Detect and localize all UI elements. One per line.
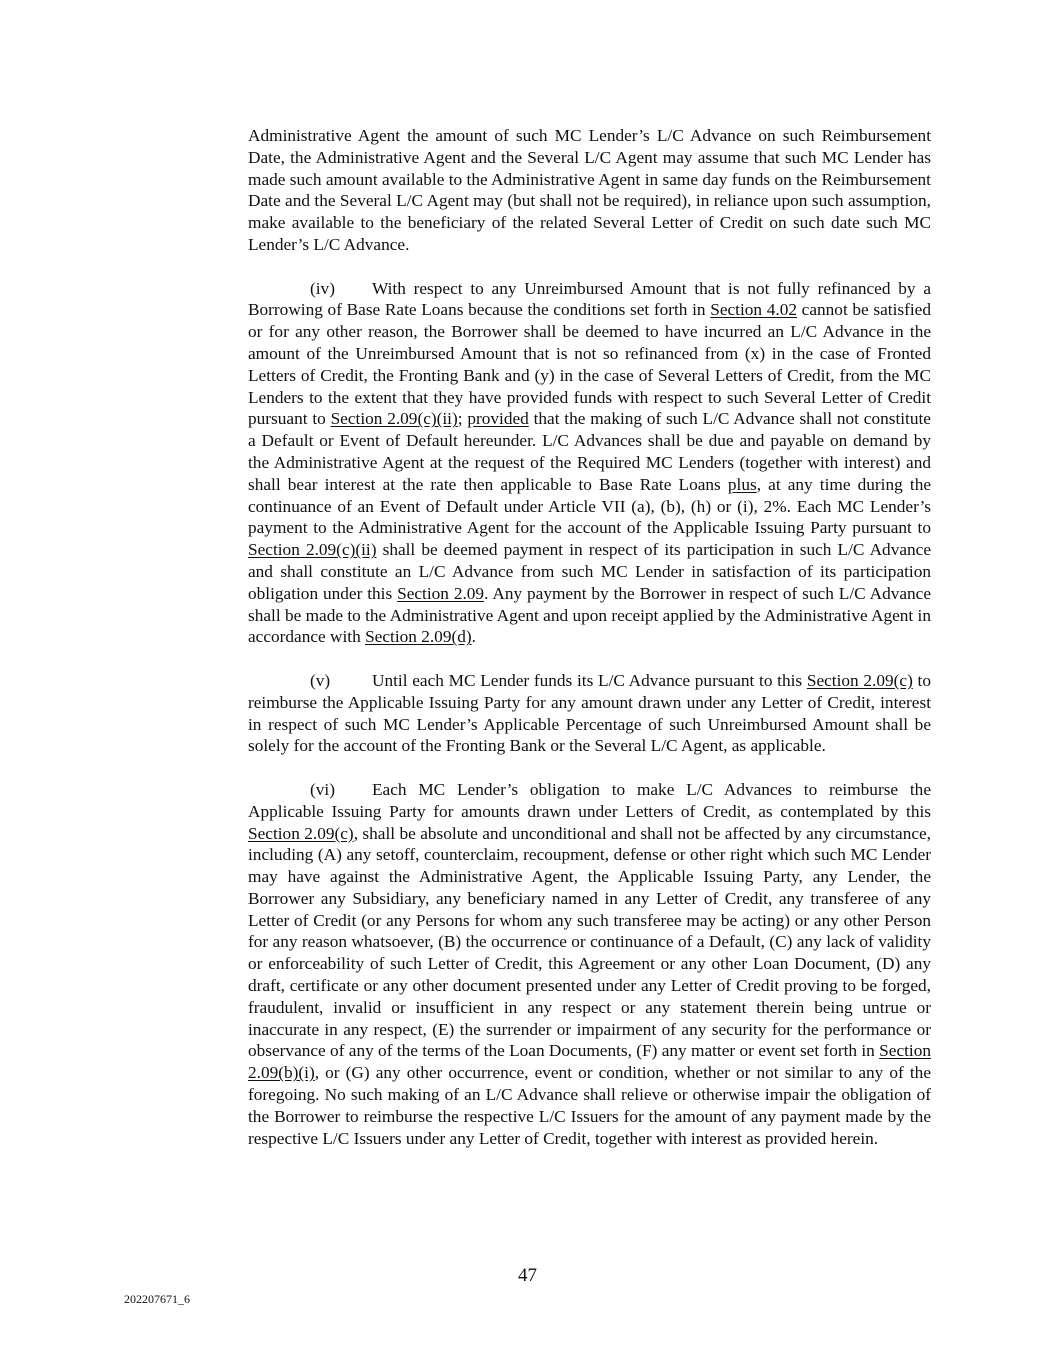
section-reference: Section 4.02 [710, 300, 797, 320]
paragraph-text: Each MC Lender’s obligation to make L/C Advances to reimburse the Applicable Issuing Party for amounts drawn under Letters of Credit, as contemplated by this [248, 779, 931, 821]
section-reference: Section 2.09 [397, 583, 485, 603]
paragraph-text: Until each MC Lender funds its L/C Advance pursuant to this [372, 670, 807, 690]
paragraph-text: to reimburse the Applicable Issuing Party for any amount drawn under any Letter of Credit, interest in respect of such MC Lender’s Applicable Percentage of such Unreimbursed Amount shall be solely for the account of the Fronting Bank or the Several L/C Agent, as applicable. [248, 670, 932, 756]
section-reference: Section 2.09(c) [248, 823, 354, 843]
paragraph-text: , shall be absolute and unconditional and shall not be affected by any circumstance, including (A) any setoff, counterclaim, recoupment, defense or other right which such MC Lender may have against the Administrative Agent, the Applicable Issuing Party, any Lender, the Borrower any Subsidiary, any beneficiary named in any Letter of Credit, any transferee of any Letter of Credit (or any Persons for whom any such transferee may be acting) or any other Person for any reason whatsoever, (B) the occurrence or continuance of a Default, (C) any lack of validity or enforceability of such Letter of Credit, this Agreement or any other Loan Document, (D) any draft, certificate or any other document presented under any Letter of Credit proving to be forged, fraudulent, invalid or insufficient in any respect or any statement therein being untrue or inaccurate in any respect, (E) the surrender or impairment of any security for the performance or observance of any of the terms of the Loan Documents, (F) any matter or event set forth in [248, 823, 931, 1061]
paragraph-text: , or (G) any other occurrence, event or condition, whether or not similar to any of the foregoing. No such making of an L/C Advance shall relieve or otherwise impair the obligation of the Borrower to reimburse the respective L/C Issuers for the amount of any payment made by the respective L/C Issuers under any Letter of Credit, together with interest as provided herein. [248, 1063, 931, 1148]
paragraph-iv [248, 278, 931, 649]
paragraph-continuation [248, 125, 931, 256]
paragraph-text: With respect to any Unreimbursed Amount that is not fully refinanced by a Borrowing of Base Rate Loans because the conditions set forth in [248, 278, 931, 320]
paragraph-v [248, 670, 931, 757]
section-reference: plus [727, 474, 757, 494]
document-body [248, 125, 931, 1149]
paragraph-text: . Any payment by the Borrower in respect of such L/C Advance shall be made to the Administrative Agent and upon receipt applied by the Administrative Agent in accordance with [248, 583, 931, 647]
section-reference: Section 2.09(c)(ii) [248, 540, 377, 560]
section-reference: Section 2.09(c) [806, 670, 913, 690]
page-number: 47 [518, 1265, 537, 1286]
paragraph-number: (v) [310, 670, 331, 690]
paragraph-text: that the making of such L/C Advance shall not constitute a Default or Event of Default hereunder. L/C Advances shall be due and payable on demand by the Administrative Agent at the request of the Required MC Lenders (together with interest) and shall bear interest at the rate then applicable to Base Rate Loans [248, 409, 931, 494]
paragraph-text: Administrative Agent the amount of such MC Lender’s L/C Advance on such Reimbursement Date, the Administrative Agent and the Several L/C Agent may assume that such MC Lender has made such amount available to the Administrative Agent in same day funds on the Reimbursement Date and the Several L/C Agent may (but shall not be required), in reliance upon such assumption, make available to the beneficiary of the related Several Letter of Credit on such date such MC Lender’s L/C Advance. [248, 126, 931, 254]
paragraph-number: (vi) [310, 779, 335, 799]
section-reference: Section 2.09(b)(i) [248, 1041, 931, 1083]
paragraph-text: , at any time during the continuance of an Event of Default under Article VII (a), (b), (h) or (i), 2%. Each MC Lender’s payment to the Administrative Agent for the account of the Applicable Issuing Party pursuant to [248, 474, 932, 538]
section-reference: Section 2.09(c)(ii) [330, 409, 458, 429]
paragraph-text: ; [457, 409, 468, 429]
paragraph-number: (iv) [310, 278, 335, 298]
document-id: 202207671_6 [124, 1292, 190, 1306]
section-reference: provided [467, 409, 529, 429]
paragraph-text: . [471, 627, 476, 647]
paragraph-vi [248, 779, 931, 1150]
section-reference: Section 2.09(d) [365, 627, 472, 647]
paragraph-text: cannot be satisfied or for any other reason, the Borrower shall be deemed to have incurred an L/C Advance in the amount of the Unreimbursed Amount that is not so refinanced from (x) in the case of Fronted Letters of Credit, the Fronting Bank and (y) in the case of Several Letters of Credit, from the MC Lenders to the extent that they have provided funds with respect to such Several Letter of Credit pursuant to [248, 300, 931, 429]
paragraph-text: shall be deemed payment in respect of its participation in such L/C Advance and shall constitute an L/C Advance from such MC Lender in satisfaction of its participation obligation under this [248, 540, 931, 603]
